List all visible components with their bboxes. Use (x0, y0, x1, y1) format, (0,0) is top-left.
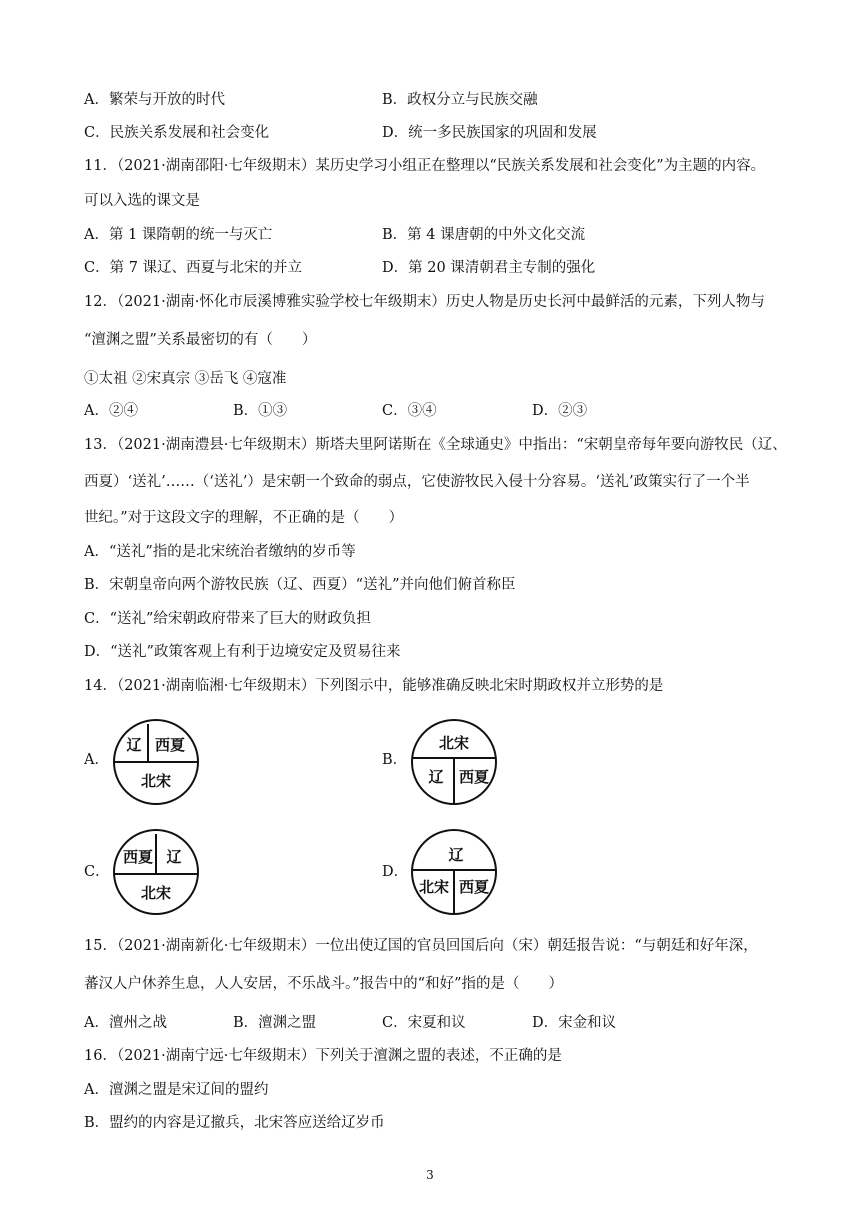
q14-d-bottom-left-label: 北宋 (418, 878, 450, 896)
q15-option-b: B．澶渊之盟 (233, 1015, 317, 1031)
q11-option-b: B．第 4 课唐朝的中外文化交流 (382, 227, 586, 243)
q13-stem-line3: 世纪。”对于这段文字的理解，不正确的是（ ） (84, 510, 404, 526)
q14-c-top-left-label: 西夏 (122, 848, 154, 866)
q13-option-b: B．宋朝皇帝向两个游牧民族（辽、西夏）“送礼”并向他们俯首称臣 (84, 577, 516, 593)
q14-b-bottom-left-label: 辽 (428, 768, 444, 786)
q11-stem-line1: 11．（2021·湖南邵阳·七年级期末）某历史学习小组正在整理以“民族关系发展和社会变化”为主题的内容。 (84, 158, 766, 174)
q14-diagram-b (410, 718, 498, 806)
q11-option-d: D．第 20 课清朝君主专制的强化 (382, 260, 596, 276)
q10-option-d: D．统一多民族国家的巩固和发展 (382, 125, 597, 141)
q13-option-d: D．“送礼”政策客观上有利于边境安定及贸易往来 (84, 644, 401, 660)
q15-option-a: A．澶州之战 (84, 1015, 167, 1031)
q14-a-top-right-label: 西夏 (154, 736, 186, 754)
q13-stem-line1: 13．（2021·湖南澧县·七年级期末）斯塔夫里阿诺斯在《全球通史》中指出：“宋朝皇帝每年要向游牧民（辽、 (84, 437, 787, 453)
q14-a-bottom-label: 北宋 (140, 772, 172, 790)
q16-stem: 16．（2021·湖南宁远·七年级期末）下列关于澶渊之盟的表述，不正确的是 (84, 1048, 562, 1064)
q14-c-bottom-label: 北宋 (140, 884, 172, 902)
q12-option-c: C．③④ (382, 403, 437, 419)
q14-option-b-label: B． (382, 752, 408, 768)
q13-option-c: C．“送礼”给宋朝政府带来了巨大的财政负担 (84, 611, 371, 627)
q12-items: ①太祖 ②宋真宗 ③岳飞 ④寇准 (84, 371, 287, 387)
q14-b-bottom-right-label: 西夏 (458, 768, 490, 786)
q11-option-c: C．第 7 课辽、西夏与北宋的并立 (84, 260, 303, 276)
q12-stem-line2: “澶渊之盟”关系最密切的有（ ） (84, 332, 317, 348)
q16-option-b: B．盟约的内容是辽撤兵，北宋答应送给辽岁币 (84, 1115, 385, 1131)
q10-option-b: B．政权分立与民族交融 (382, 92, 538, 108)
q13-stem-line2: 西夏）‘送礼’……（‘送礼’）是宋朝一个致命的弱点，它使游牧民入侵十分容易。‘送礼’政策实行了一个半 (84, 474, 750, 490)
q15-option-c: C．宋夏和议 (382, 1015, 466, 1031)
q14-d-top-label: 辽 (448, 846, 464, 864)
q14-diagram-a (112, 718, 200, 806)
q12-stem-line1: 12．（2021·湖南·怀化市辰溪博雅实验学校七年级期末）历史人物是历史长河中最鲜活的元素，下列人物与 (84, 294, 765, 310)
q14-b-top-label: 北宋 (438, 734, 470, 752)
q12-option-a: A．②④ (84, 403, 138, 419)
q10-option-c: C．民族关系发展和社会变化 (84, 125, 270, 141)
q15-stem-line1: 15．（2021·湖南新化·七年级期末）一位出使辽国的官员回国后向（宋）朝廷报告说：“与朝廷和好年深， (84, 938, 758, 954)
q14-diagram-d (410, 828, 498, 916)
q14-option-d-label: D． (382, 864, 409, 880)
q14-a-top-left-label: 辽 (126, 736, 142, 754)
q12-option-d: D．②③ (532, 403, 588, 419)
q14-stem: 14．（2021·湖南临湘·七年级期末）下列图示中，能够准确反映北宋时期政权并立形势的是 (84, 678, 664, 694)
q14-c-top-right-label: 辽 (166, 848, 182, 866)
q15-option-d: D．宋金和议 (532, 1015, 617, 1031)
q14-option-a-label: A． (84, 752, 109, 768)
q12-option-b: B．①③ (233, 403, 288, 419)
q16-option-a: A．澶渊之盟是宋辽间的盟约 (84, 1082, 269, 1098)
q14-diagram-c (112, 828, 200, 916)
q13-option-a: A．“送礼”指的是北宋统治者缴纳的岁币等 (84, 544, 356, 560)
q15-stem-line2: 蕃汉人户休养生息，人人安居，不乐战斗。”报告中的“和好”指的是（ ） (84, 976, 563, 992)
q10-option-a: A．繁荣与开放的时代 (84, 92, 225, 108)
q11-stem-line2: 可以入选的课文是 (84, 193, 200, 209)
q14-d-bottom-right-label: 西夏 (458, 878, 490, 896)
page-number: 3 (426, 1168, 434, 1182)
q14-option-c-label: C． (84, 864, 110, 880)
q11-option-a: A．第 1 课隋朝的统一与灭亡 (84, 227, 273, 243)
